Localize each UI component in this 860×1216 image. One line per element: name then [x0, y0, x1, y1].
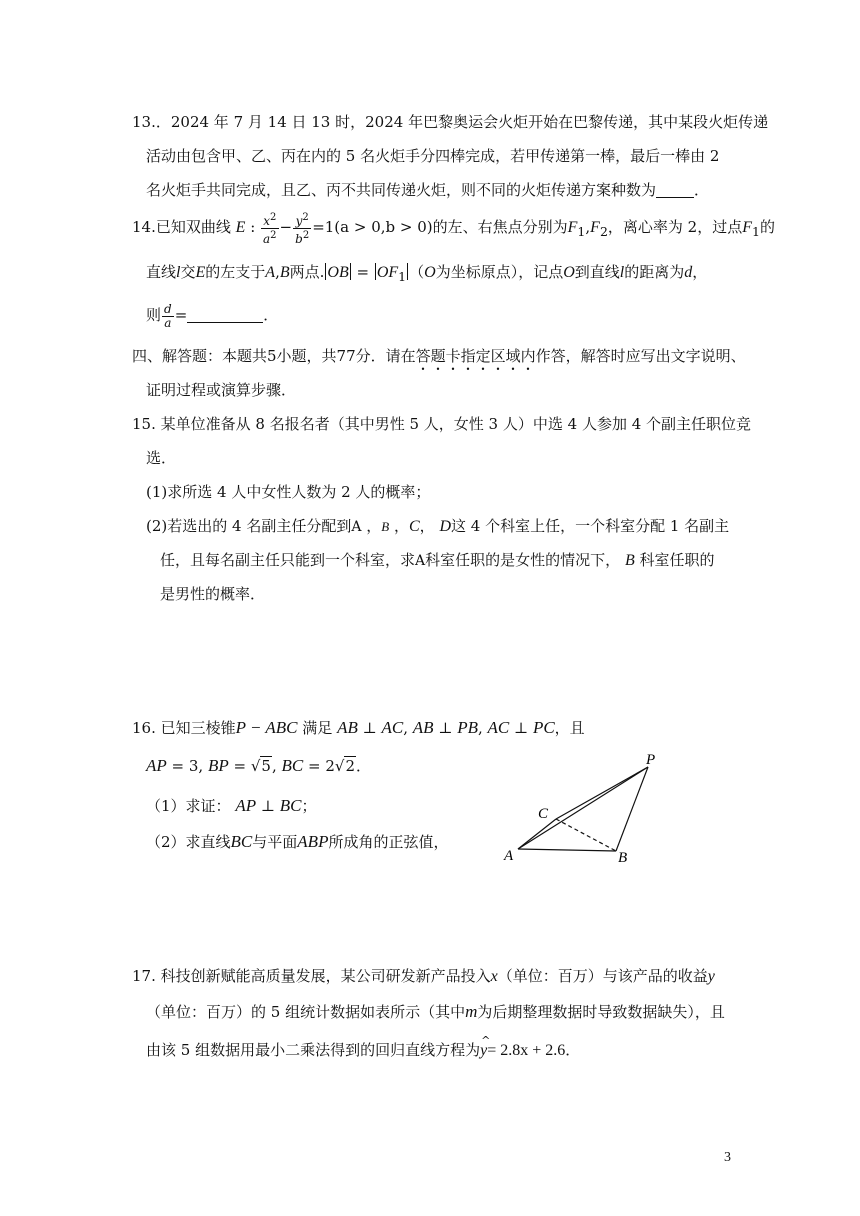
- section-4-line-2: 证明过程或演算步骤．: [146, 381, 297, 399]
- edge-cb-hidden: [556, 819, 616, 851]
- fraction-d-a: $\frac{d}{a}$: [164, 301, 172, 330]
- q14-line-1: 14.已知双曲线 E : $\frac{x^2}{a^2}$ − $\frac{y^2}{b^2}$ =1(a > 0,b > 0)的左、右焦点分别为$F_1,F_2$，离心率为 2，过点$F_1$的: [132, 211, 775, 246]
- q17-line-2: （单位：百万）的 5 组统计数据如表所示（其中m为后期整理数据时导致数据缺失），且: [146, 1002, 725, 1021]
- q13-line-1: 13.．2024 年 7 月 14 日 13 时，2024 年巴黎奥运会火炬开始在巴黎传递，其中某段火炬传递: [132, 113, 769, 131]
- q15-part-1: (1)求所选 4 人中女性人数为 2 人的概率；: [146, 483, 431, 501]
- q15-part-2-line-2: 任，且每名副主任只能到一个科室，求A科室任职的是女性的情况下， B 科室任职的: [160, 551, 715, 569]
- q15-part-2-line-3: 是男性的概率．: [160, 585, 266, 603]
- vertex-label-a: A: [504, 848, 514, 864]
- q15-part-2: (2)若选出的 4 名副主任分配到A ，B ，C， D这 4 个科室上任，一个科室分配 1 名副主: [146, 517, 730, 535]
- curve-e: E: [235, 219, 246, 236]
- q13-text: 名火炬手共同完成，且乙、丙不共同传递火炬，则不同的火炬传递方案种数为: [146, 181, 657, 199]
- q13-line-2: 活动由包含甲、乙、丙在内的 5 名火炬手分四棒完成，若甲传递第一棒，最后一棒由 2: [146, 147, 720, 165]
- edge-bp: [616, 767, 648, 851]
- fraction-y2-b2: $\frac{y^2}{b^2}$: [295, 211, 310, 246]
- answer-blank[interactable]: [187, 306, 263, 323]
- q16-line-1: 16. 已知三棱锥P − ABC 满足 AB ⊥ AC, AB ⊥ PB, AC ⊥ PC，且: [132, 718, 585, 737]
- tetrahedron-figure: [492, 748, 672, 870]
- vertex-label-b: B: [618, 850, 628, 866]
- vertex-label-p: P: [646, 752, 656, 768]
- q16-part-2: （2）求直线BC与平面ABP所成角的正弦值，: [146, 832, 449, 851]
- q16-line-2: AP = 3, BP = √5, BC = 2√2．: [146, 756, 372, 775]
- edge-ac: [518, 819, 556, 849]
- y-hat: ^ y: [480, 1034, 491, 1059]
- edge-cp: [556, 767, 648, 819]
- q15-line-1: 15. 某单位准备从 8 名报名者（其中男性 5 人，女性 3 人）中选 4 人参加 4 个副主任职位竞: [132, 415, 752, 433]
- q14-line-3: 则 $\frac{d}{a}$ = ．: [146, 301, 279, 330]
- section-4-heading: 四、解答题：本题共5小题，共77分．请在答题卡指定区域内作答，解答时应写出文字说明、: [132, 347, 746, 365]
- q13-line-3: 名火炬手共同完成，且乙、丙不共同传递火炬，则不同的火炬传递方案种数为 ．: [146, 181, 710, 199]
- vertex-label-c: C: [538, 806, 549, 822]
- emphasis-dots-text: 答题卡指定区域内: [415, 347, 536, 365]
- fraction-x2-a2: $\frac{x^2}{a^2}$: [263, 211, 277, 246]
- q16-part-1: （1）求证： AP ⊥ BC；: [146, 796, 317, 815]
- q17-line-3: 由该 5 组数据用最小二乘法得到的回归直线方程为 ^ y= 2.8x + 2.6．: [146, 1034, 581, 1059]
- answer-blank[interactable]: [656, 181, 694, 198]
- page-number: 3: [724, 1150, 731, 1165]
- q14-line-2: 直线l交E的左支于A,B两点. OB = $OF_1$ （O为坐标原点），记点O到直线l的距离为d，: [146, 263, 708, 284]
- edge-ab: [518, 849, 616, 851]
- q15-line-2: 选．: [146, 449, 177, 467]
- q17-line-1: 17. 科技创新赋能高质量发展，某公司研发新产品投入x（单位：百万）与该产品的收益y: [132, 967, 715, 985]
